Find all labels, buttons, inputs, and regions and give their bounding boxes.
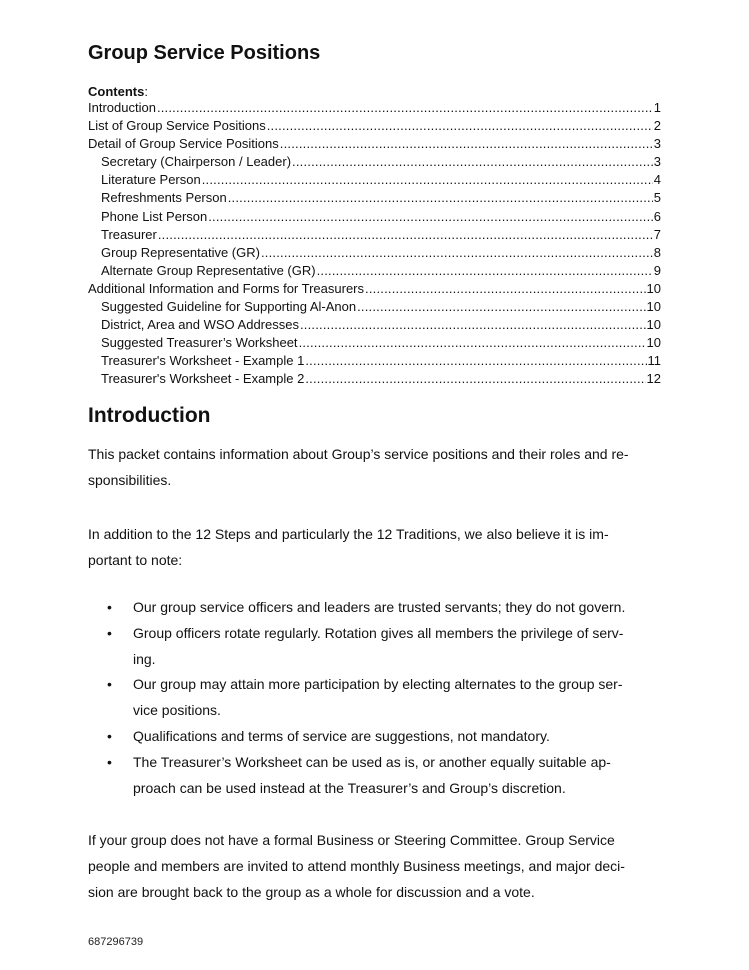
toc-page-number: 10 bbox=[646, 317, 661, 333]
toc-page-number: 10 bbox=[646, 335, 661, 351]
toc-dot-leader bbox=[267, 117, 653, 135]
toc-entry-label: Refreshments Person bbox=[101, 190, 227, 206]
text-line: If your group does not have a formal Business or Steering Committee. Group Service bbox=[88, 832, 615, 848]
toc-entry-label: Treasurer bbox=[101, 226, 157, 242]
toc-entry-label: Secretary (Chairperson / Leader) bbox=[101, 154, 292, 170]
contents-colon: : bbox=[144, 84, 148, 99]
toc-page-number: 3 bbox=[653, 136, 661, 152]
text-line: In addition to the 12 Steps and particularly the 12 Traditions, we also believe it is im- bbox=[88, 526, 609, 542]
bullet-icon: • bbox=[107, 727, 112, 744]
text-line: Our group may attain more participation by electing alternates to the group ser- bbox=[133, 676, 623, 693]
contents-label-text: Contents bbox=[88, 84, 145, 99]
bullet-icon: • bbox=[107, 599, 112, 615]
toc-entry-label: Alternate Group Representative (GR) bbox=[101, 262, 316, 278]
document-title: Group Service Positions bbox=[88, 42, 321, 64]
toc-entry-label: Phone List Person bbox=[101, 208, 208, 224]
introduction-heading: Introduction bbox=[88, 404, 211, 427]
toc-dot-leader bbox=[299, 334, 646, 352]
text-line: portant to note: bbox=[88, 552, 183, 568]
toc-page-number: 1 bbox=[653, 100, 661, 115]
toc-entry[interactable] bbox=[88, 153, 661, 171]
toc-entry[interactable] bbox=[88, 99, 661, 117]
toc-dot-leader bbox=[202, 171, 653, 189]
toc-dot-leader bbox=[228, 189, 653, 207]
toc-entry[interactable] bbox=[88, 298, 661, 316]
document-id-footer: 687296739 bbox=[88, 936, 144, 948]
text-line: proach can be used instead at the Treasurer’s and Group’s discretion. bbox=[133, 779, 566, 796]
toc-page-number: 9 bbox=[653, 262, 661, 278]
toc-entry[interactable] bbox=[88, 370, 661, 388]
toc-dot-leader bbox=[317, 262, 653, 280]
bullet-icon: • bbox=[107, 624, 112, 641]
toc-entry-label: Introduction bbox=[88, 100, 156, 115]
toc-page-number: 10 bbox=[646, 299, 661, 315]
toc-entry-label: Additional Information and Forms for Treasurers bbox=[88, 280, 365, 296]
toc-entry[interactable] bbox=[88, 244, 661, 262]
toc-entry-label: Suggested Treasurer’s Worksheet bbox=[101, 335, 298, 351]
toc-page-number: 12 bbox=[646, 371, 661, 387]
toc-entry-label: Detail of Group Service Positions bbox=[88, 136, 279, 152]
toc-entry-label: Literature Person bbox=[101, 172, 201, 188]
text-line: This packet contains information about Group’s service positions and their roles and re- bbox=[88, 446, 629, 462]
bullet-icon: • bbox=[107, 676, 112, 693]
toc-entry-label: Suggested Guideline for Supporting Al-Anon bbox=[101, 299, 357, 315]
toc-page-number: 10 bbox=[646, 280, 661, 296]
toc-page-number: 7 bbox=[653, 226, 661, 242]
toc-entry[interactable] bbox=[88, 171, 661, 189]
text-line: Our group service officers and leaders are trusted servants; they do not govern. bbox=[133, 599, 626, 615]
text-line: sion are brought back to the group as a whole for discussion and a vote. bbox=[88, 884, 535, 900]
table-of-contents bbox=[88, 99, 661, 389]
text-line: vice positions. bbox=[133, 702, 221, 719]
toc-dot-leader bbox=[305, 352, 646, 370]
toc-dot-leader bbox=[208, 208, 653, 226]
toc-entry[interactable] bbox=[88, 226, 661, 244]
intro-paragraph-1 bbox=[88, 441, 668, 493]
bullet-item bbox=[88, 672, 625, 724]
text-line: Qualifications and terms of service are suggestions, not mandatory. bbox=[133, 727, 550, 744]
toc-entry[interactable] bbox=[88, 262, 661, 280]
bullet-item bbox=[88, 621, 625, 673]
toc-dot-leader bbox=[300, 316, 646, 334]
toc-dot-leader bbox=[365, 280, 646, 298]
bullet-item bbox=[88, 724, 625, 750]
bullet-item bbox=[88, 750, 625, 802]
toc-dot-leader bbox=[357, 298, 645, 316]
toc-entry-label: List of Group Service Positions bbox=[88, 118, 266, 134]
text-line: Group officers rotate regularly. Rotation gives all members the privilege of serv- bbox=[133, 624, 624, 641]
toc-entry[interactable] bbox=[88, 208, 661, 226]
toc-entry[interactable] bbox=[88, 316, 661, 334]
text-line: people and members are invited to attend monthly Business meetings, and major deci- bbox=[88, 858, 625, 874]
toc-entry[interactable] bbox=[88, 189, 661, 207]
bullet-icon: • bbox=[107, 753, 112, 770]
toc-dot-leader bbox=[305, 370, 645, 388]
toc-page-number: 11 bbox=[647, 353, 661, 369]
toc-dot-leader bbox=[292, 153, 653, 171]
toc-entry-label: Treasurer's Worksheet - Example 1 bbox=[101, 353, 305, 369]
text-line: ing. bbox=[133, 650, 156, 667]
toc-dot-leader bbox=[157, 99, 653, 117]
toc-entry[interactable] bbox=[88, 135, 661, 153]
bullet-item bbox=[88, 595, 625, 621]
text-line: The Treasurer’s Worksheet can be used as is, or another equally suitable ap- bbox=[133, 753, 611, 770]
contents-label bbox=[88, 84, 148, 99]
toc-dot-leader bbox=[280, 135, 653, 153]
toc-page-number: 6 bbox=[653, 208, 661, 224]
toc-entry-label: District, Area and WSO Addresses bbox=[101, 317, 299, 333]
toc-dot-leader bbox=[158, 226, 653, 244]
toc-entry-label: Treasurer's Worksheet - Example 2 bbox=[101, 371, 305, 387]
toc-entry[interactable] bbox=[88, 352, 661, 370]
toc-entry[interactable] bbox=[88, 280, 661, 298]
toc-entry[interactable] bbox=[88, 334, 661, 352]
toc-page-number: 4 bbox=[653, 172, 661, 188]
text-line: sponsibilities. bbox=[88, 472, 172, 488]
toc-page-number: 3 bbox=[653, 154, 661, 170]
toc-entry[interactable] bbox=[88, 117, 661, 135]
intro-paragraph-3 bbox=[88, 827, 668, 905]
toc-page-number: 8 bbox=[653, 244, 661, 260]
bullet-list bbox=[88, 595, 625, 801]
intro-paragraph-2 bbox=[88, 521, 668, 573]
toc-page-number: 2 bbox=[653, 118, 661, 134]
toc-dot-leader bbox=[261, 244, 653, 262]
toc-entry-label: Group Representative (GR) bbox=[101, 244, 260, 260]
toc-page-number: 5 bbox=[653, 190, 661, 206]
